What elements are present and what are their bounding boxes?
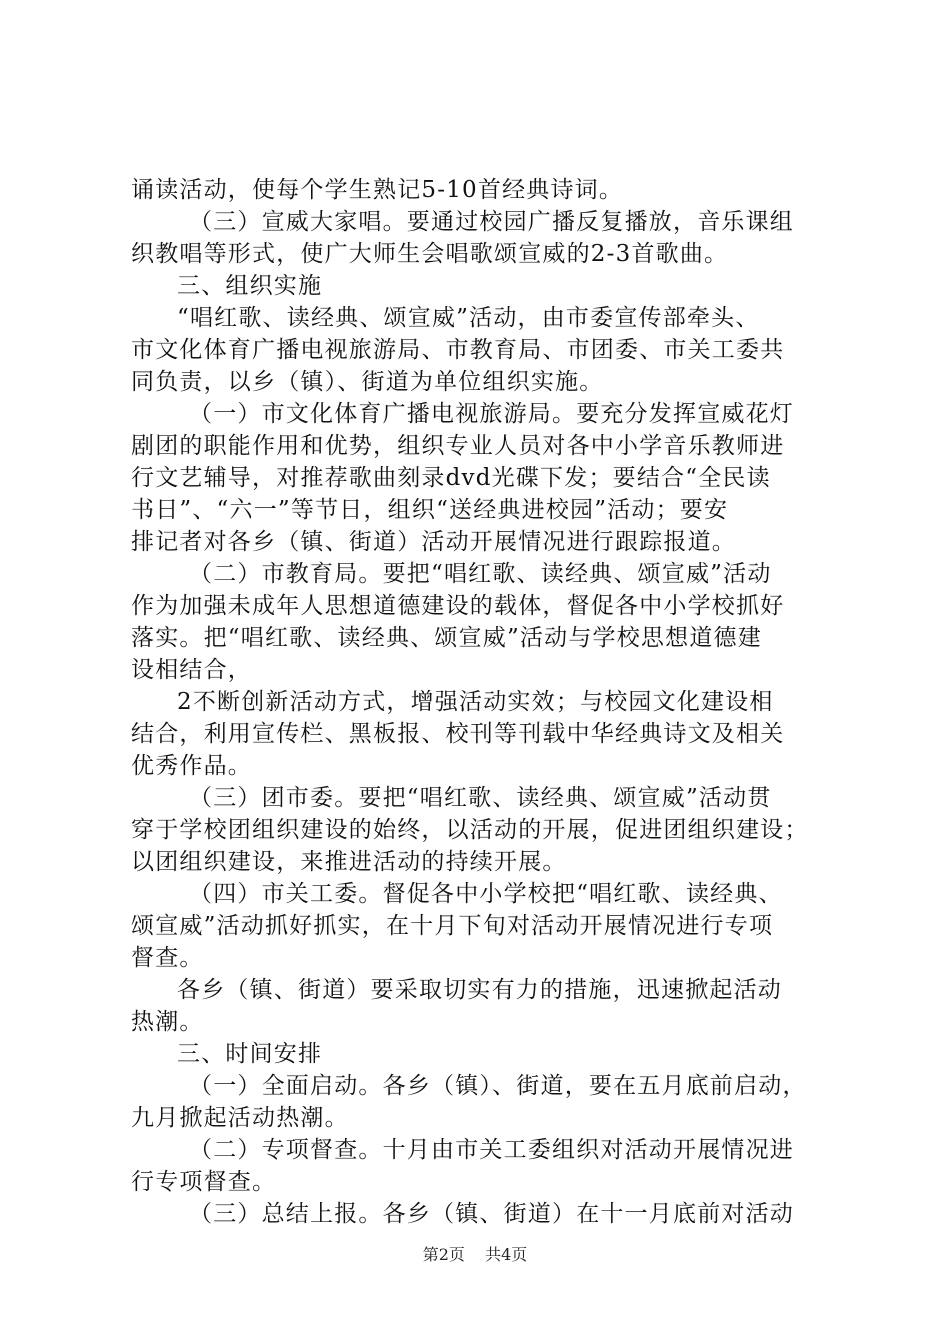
text-line: 各乡（镇、街道）要采取切实有力的措施，迅速掀起活动 <box>177 977 782 1003</box>
text-line: （四）市关工委。督促各中小学校把“唱红歌、读经典、 <box>189 881 783 907</box>
text-line: （二）专项督查。十月由市关工委组织对活动开展情况进 <box>189 1137 794 1163</box>
page-footer <box>0 1244 950 1266</box>
text-line: 优秀作品。 <box>131 753 252 779</box>
text-line: 剧团的职能作用和优势，组织专业人员对各中小学音乐教师进 <box>131 433 785 459</box>
text-line: 热潮。 <box>131 1009 204 1035</box>
text-line: （三）总结上报。各乡（镇、街道）在十一月底前对活动 <box>189 1201 794 1227</box>
text-line: “唱红歌、读经典、颂宣威”活动，由市委宣传部牵头、 <box>177 305 760 331</box>
text-line: （一）市文化体育广播电视旅游局。要充分发挥宣威花灯 <box>189 401 794 427</box>
text-line: 落实。把“唱红歌、读经典、颂宣威”活动与学校思想道德建 <box>131 625 762 651</box>
page-number: 第2页 <box>422 1245 465 1264</box>
text-line: 作为加强未成年人思想道德建设的载体，督促各中小学校抓好 <box>131 593 785 619</box>
text-line: 督查。 <box>131 945 204 971</box>
text-line: 诵读活动，使每个学生熟记5-10首经典诗词。 <box>131 177 624 203</box>
text-line: 结合，利用宣传栏、黑板报、校刊等刊载中华经典诗文及相关 <box>131 721 785 747</box>
document-body <box>131 174 831 1230</box>
text-line: （二）市教育局。要把“唱红歌、读经典、颂宣威”活动 <box>189 561 772 587</box>
text-line: 行文艺辅导，对推荐歌曲刻录dvd光碟下发；要结合“全民读 <box>131 465 771 491</box>
text-line: 织教唱等形式，使广大师生会唱歌颂宣威的2-3首歌曲。 <box>131 241 729 267</box>
text-line: 以团组织建设，来推进活动的持续开展。 <box>131 849 567 875</box>
text-line: （一）全面启动。各乡（镇）、街道，要在五月底前启动， <box>189 1073 807 1099</box>
text-line: 穿于学校团组织建设的始终，以活动的开展，促进团组织建设； <box>131 817 809 843</box>
text-line: 2不断创新活动方式，增强活动实效；与校园文化建设相 <box>177 689 774 715</box>
text-line: 行专项督查。 <box>131 1169 277 1195</box>
text-line: 颂宣威”活动抓好抓实，在十月下旬对活动开展情况进行专项 <box>131 913 774 939</box>
text-line: 九月掀起活动热潮。 <box>131 1105 349 1131</box>
text-line: 设相结合， <box>131 657 252 683</box>
text-line: 同负责，以乡（镇）、街道为单位组织实施。 <box>131 369 604 395</box>
text-line: （三）团市委。要把“唱红歌、读经典、颂宣威”活动贯 <box>189 785 772 811</box>
text-line: 排记者对各乡（镇、街道）活动开展情况进行跟踪报道。 <box>131 529 736 555</box>
text-line: 三、时间安排 <box>177 1041 323 1067</box>
text-line: （三）宣威大家唱。要通过校园广播反复播放，音乐课组 <box>189 209 794 235</box>
text-line: 市文化体育广播电视旅游局、市教育局、市团委、市关工委共 <box>131 337 785 363</box>
page-total: 共4页 <box>485 1245 528 1264</box>
text-line: 三、组织实施 <box>177 273 323 299</box>
text-line: 书日”、“六一”等节日，组织“送经典进校园”活动；要安 <box>131 497 729 523</box>
